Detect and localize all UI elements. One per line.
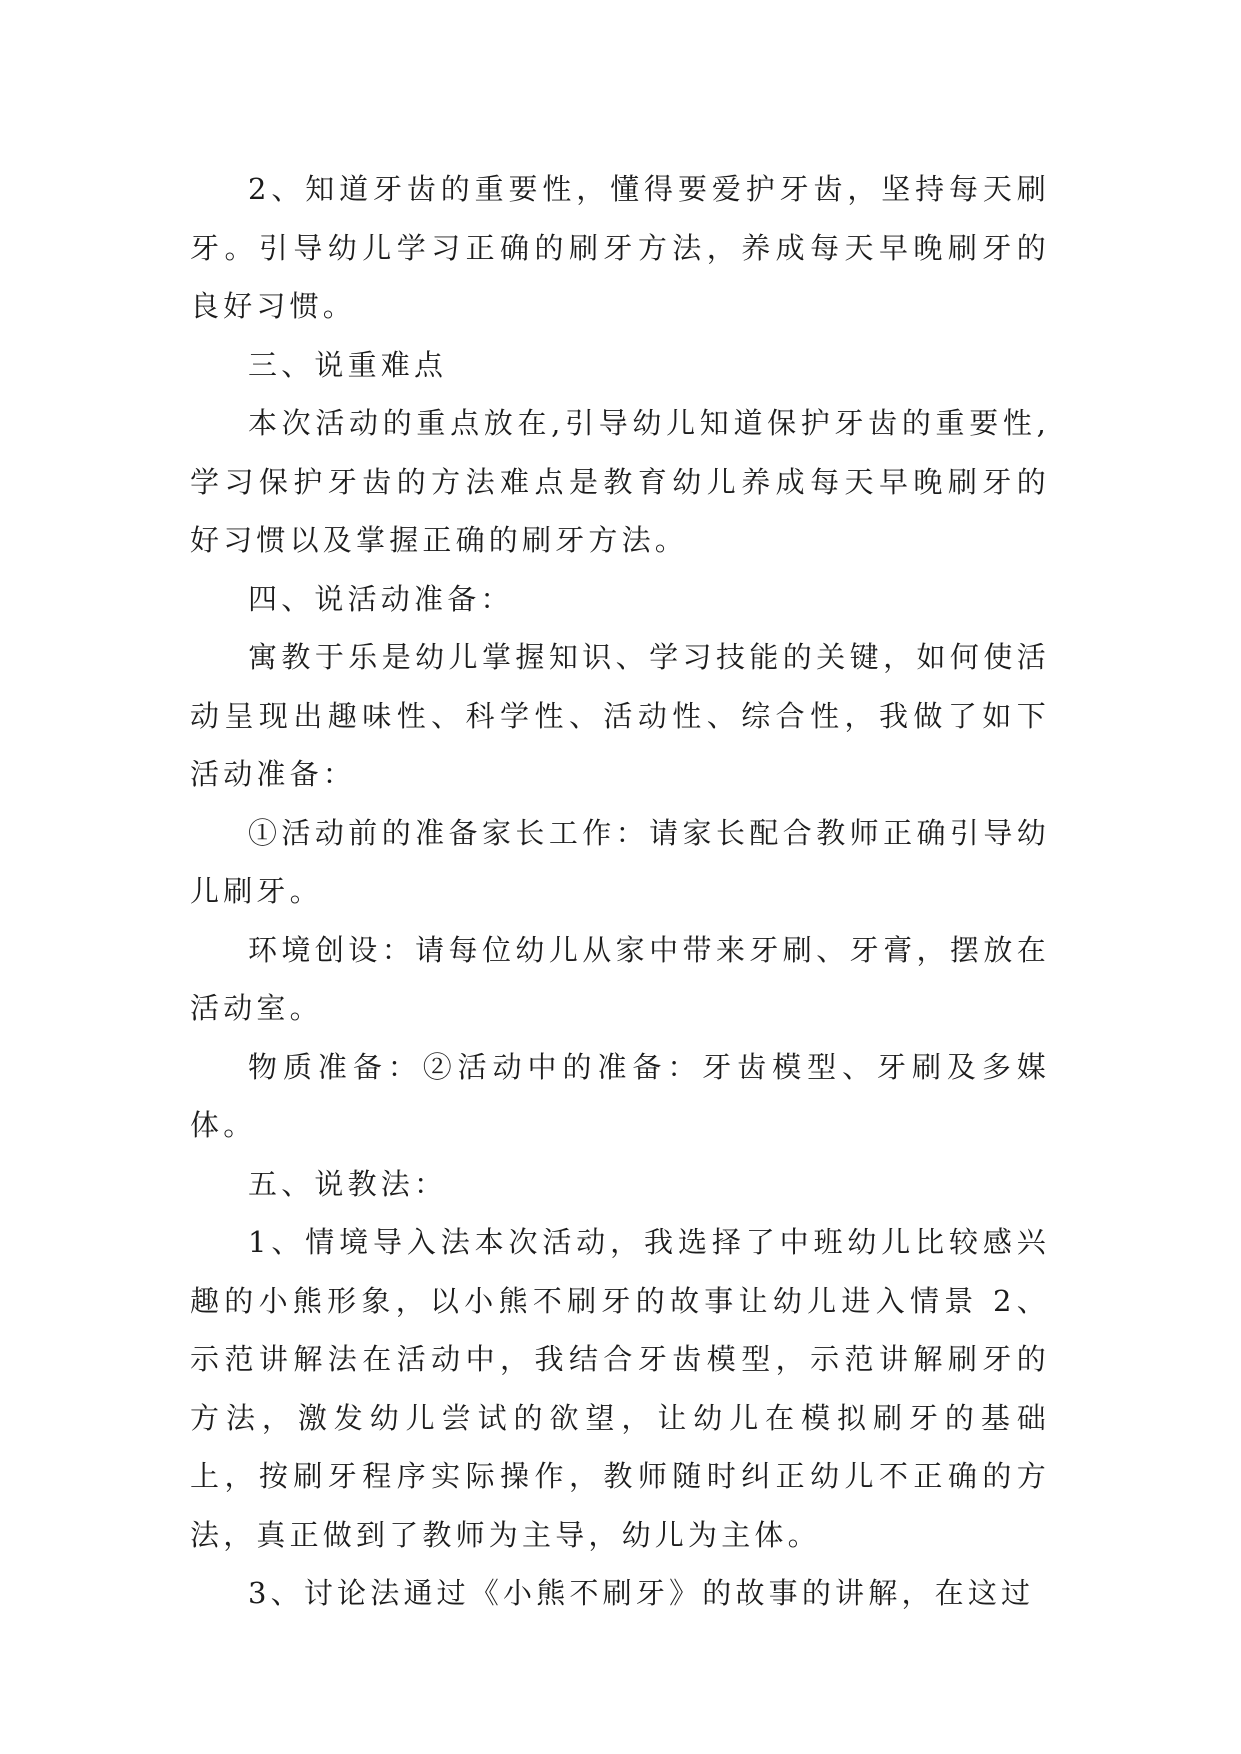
heading-key-difficult-points: 三、说重难点 — [248, 347, 448, 382]
paragraph-method-3: 3、讨论法通过《小熊不刷牙》的故事的讲解，在这过 — [248, 1576, 1035, 1610]
heading-activity-preparation: 四、说活动准备： — [248, 581, 514, 616]
heading-teaching-methods: 五、说教法： — [248, 1166, 448, 1201]
paragraph-preparation-intro: 寓教于乐是幼儿掌握知识、学习技能的关键，如何使活动呈现出趣味性、科学性、活动性、综合性，我做了如下活动准备： — [190, 640, 1050, 791]
document-body — [190, 160, 1050, 1623]
paragraph-environment-setup: 环境创设：请每位幼儿从家中带来牙刷、牙膏，摆放在活动室。 — [190, 932, 1050, 1025]
paragraph-material-preparation: 物质准备：②活动中的准备：牙齿模型、牙刷及多媒体。 — [190, 1049, 1050, 1142]
paragraph-goal-2: 2、知道牙齿的重要性，懂得要爱护牙齿，坚持每天刷牙。引导幼儿学习正确的刷牙方法，养成每天早晚刷牙的良好习惯。 — [190, 172, 1050, 323]
paragraph-parent-preparation: ①活动前的准备家长工作：请家长配合教师正确引导幼儿刷牙。 — [190, 815, 1050, 908]
paragraph-key-points: 本次活动的重点放在,引导幼儿知道保护牙齿的重要性,学习保护牙齿的方法难点是教育幼儿养成每天早晚刷牙的好习惯以及掌握正确的刷牙方法。 — [190, 406, 1051, 557]
paragraph-method-1-2: 1、情境导入法本次活动，我选择了中班幼儿比较感兴趣的小熊形象，以小熊不刷牙的故事让幼儿进入情景 2、示范讲解法在活动中，我结合牙齿模型，示范讲解刷牙的方法，激发幼儿尝试的欲望，让幼儿在模拟刷牙的基础上，按刷牙程序实际操作，教师随时纠正幼儿不正确的方法，真正做到了教师为主导，幼儿为主体。 — [190, 1225, 1050, 1552]
